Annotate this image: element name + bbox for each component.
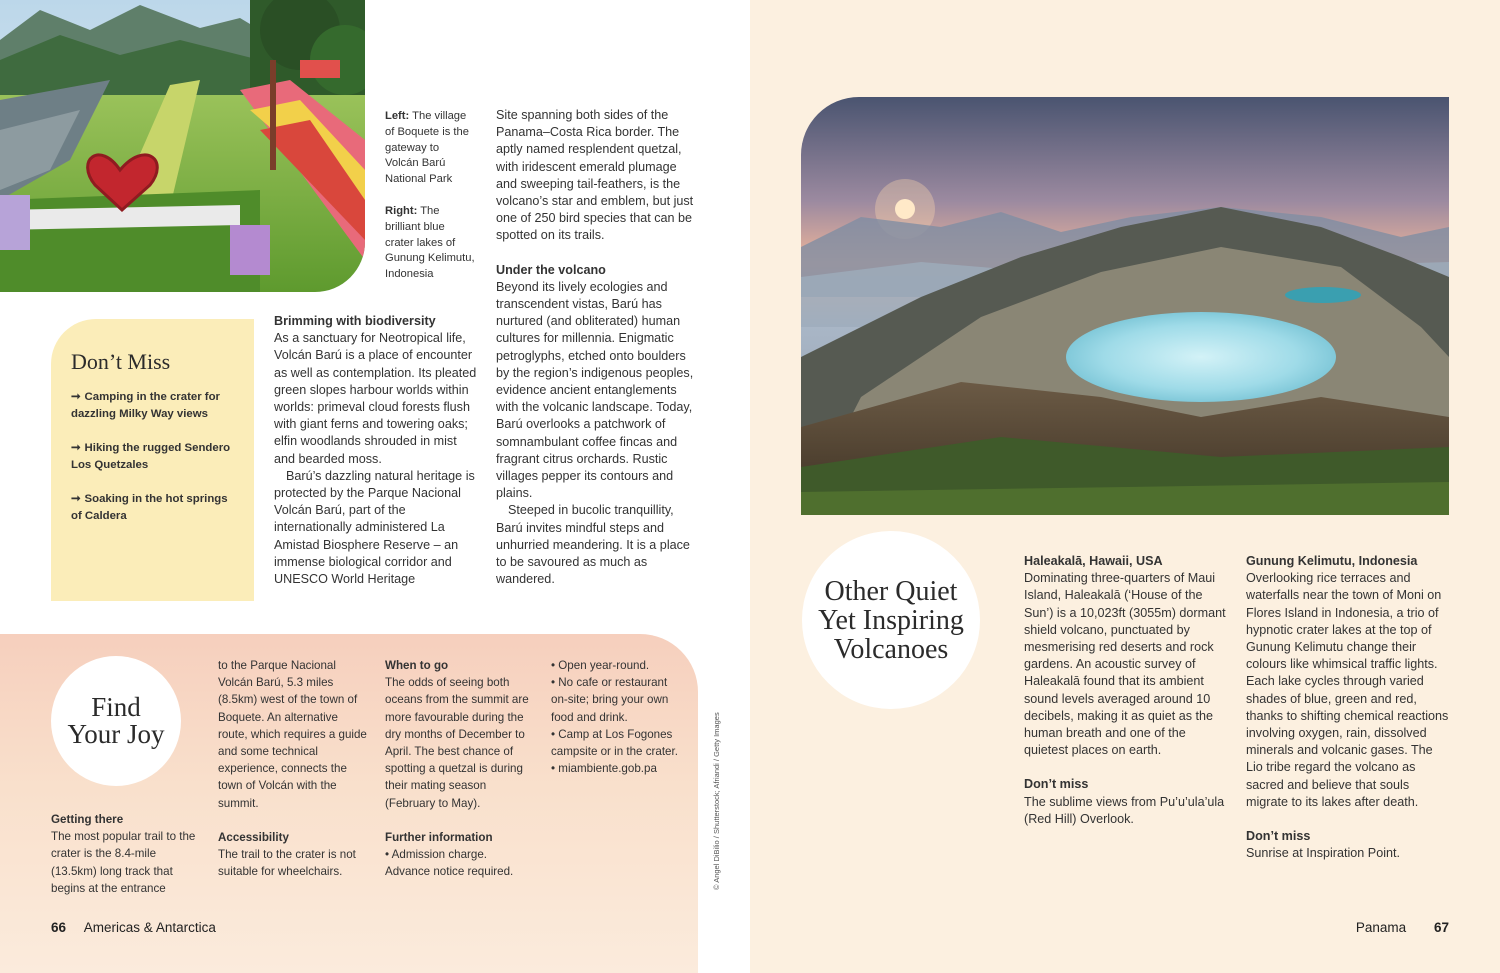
getting-there-heading: Getting there [51,813,124,826]
section-name: Panama [1355,920,1407,935]
left-page-folio [51,920,216,935]
section-name: Americas & Antarctica [83,920,216,935]
photo-caption [385,109,475,283]
boquete-village-photo [0,0,365,292]
dont-miss-item-text: Soaking in the hot springs of Caldera [71,493,228,522]
caption-left-label: Left: [385,110,410,122]
haleakala-dont-miss-text: The sublime views from Pu’u’ula’ula (Red Hill) Overlook. [1024,794,1225,826]
dont-miss-title: Don’t Miss [71,349,171,374]
when-to-go-heading: When to go [385,659,449,672]
practical-info-link[interactable]: • miambiente.gob.pa [551,762,657,776]
page-number: 66 [51,920,67,935]
volcano-column [496,107,698,588]
biodiversity-para-1: As a sanctuary for Neotropical life, Volcán Barú is a place of encounter as well as contemplation. Its pleated green slopes harbour worlds within worlds: primeval cloud forests flush with giant ferns and towering oaks; elfin woodlands shrouded in mist and bearded moss. [274,331,477,466]
kelimutu-text: Overlooking rice terraces and waterfalls near the town of Moni on Flores Island in Indonesia, a trio of hypnotic crater lakes at the top of Gunung Kelimutu change their colours like whimsical traffic lights. Each lake cycles through varied shades of blue, green and red, thanks to shifting chemical reactions involving oxygen, rain, dissolved minerals and volcanic gases. The Lio tribe regard the volcano as sacred and believe that souls migrate to its lakes after death. [1246,571,1449,809]
dont-miss-item-text: Hiking the rugged Sendero Los Quetzales [71,442,231,471]
kelimutu-heading: Gunung Kelimutu, Indonesia [1246,554,1418,568]
getting-there-block [51,811,201,897]
route-accessibility-block [218,657,368,880]
practical-info-item: • No cafe or restaurant on-site; bring your own food and drink. [551,676,669,724]
photo-credit: © Angel DiBilio / Shutterstock; Afriandi / Getty Images [712,712,721,890]
quetzal-para: Site spanning both sides of the Panama–Costa Rica border. The aptly named resplendent quetzal, with iridescent emerald plumage and sweeping tail-feathers, is the volcano’s star and emblem, but just one of 250 bird species that can be spotted on its trails. [496,108,694,243]
biodiversity-para-2: Barú’s dazzling natural heritage is protected by the Parque Nacional Volcán Barú, part of the internationally administered La Amistad Biosphere Reserve – an immense biological corridor and UNESCO World Heritage [274,468,475,587]
dont-miss-item [71,389,240,423]
practical-info-item: • Camp at Los Fogones campsite or in the crater. [551,727,678,759]
further-info-item: • Admission charge. Advance notice required. [385,848,514,879]
other-quiet-volcanoes-title [802,531,980,709]
practical-info-item: • Open year-round. [551,659,650,672]
tranquillity-para: Steeped in bucolic tranquillity, Barú invites mindful steps and unhurried meandering. It is a place to be savoured as much as wandered. [496,503,690,587]
page-number: 67 [1433,920,1449,935]
haleakala-heading: Haleakalā, Hawaii, USA [1024,554,1163,568]
kelimutu-crater-photo [801,97,1449,515]
dont-miss-box [51,319,254,601]
dont-miss-item [71,491,240,525]
find-your-joy-title [51,656,181,786]
haleakala-block [1024,553,1228,828]
under-volcano-para: Beyond its lively ecologies and transcendent vistas, Barú has nurtured (and obliterated) human cultures for millennia. Enigmatic petroglyphs, etched onto boulders by the region’s indigenous peoples, evidence ancient entanglements with the volcanic landscape. Today, Barú overlooks a patchwork of somnambulant coffee fincas and fragrant citrus orchards. Rustic villages pepper its contours and plains. [496,279,694,501]
right-page-folio [1356,920,1449,935]
practical-info-block [551,657,686,777]
arrow-icon: ➞ [71,493,81,505]
quiet-title-line: Yet Inspiring [818,604,964,636]
when-to-go-text: The odds of seeing both oceans from the summit are more favourable during the dry months of December to April. The best chance of spotting a quetzal is during their mating season (February to May). [385,676,529,810]
kelimutu-dont-miss-heading: Don’t miss [1246,829,1311,844]
arrow-icon: ➞ [71,442,81,454]
caption-right-text: The brilliant blue crater lakes of Gunung Kelimutu, Indonesia [385,204,475,281]
route-text: to the Parque Nacional Volcán Barú, 5.3 miles (8.5km) west of the town of Boquete. An alternative route, which requires a guide and some technical experience, connects the town of Volcán with the summit. [218,659,367,810]
find-joy-title-line: Find [91,692,141,722]
quiet-title-line: Other Quiet [824,575,958,607]
caption-right-label: Right: [385,204,418,217]
kelimutu-dont-miss-text: Sunrise at Inspiration Point. [1246,846,1401,861]
dont-miss-item-text: Camping in the crater for dazzling Milky Way views [71,391,220,420]
biodiversity-heading: Brimming with biodiversity [274,314,436,328]
kelimutu-block [1246,553,1452,862]
accessibility-text: The trail to the crater is not suitable for wheelchairs. [218,848,356,879]
when-to-go-block [385,657,530,880]
haleakala-dont-miss-heading: Don’t miss [1024,777,1089,792]
caption-left-text: The village of Boquete is the gateway to Volcán Barú National Park [385,110,469,186]
getting-there-text: The most popular trail to the crater is the 8.4-mile (13.5km) long track that begins at the entrance [51,830,196,895]
arrow-icon: ➞ [71,391,81,403]
dont-miss-item [71,440,240,474]
haleakala-text: Dominating three-quarters of Maui Island, Haleakalā (‘House of the Sun’) is a 10,023ft (3055m) dormant shield volcano, punctuated by mesmerising red deserts and rock gardens. An acoustic survey of Haleakalā found that its ambient sound levels averaged around 10 decibels, making it as quiet as the human breath and one of the quietest places on earth. [1024,571,1226,758]
further-info-heading: Further information [385,830,493,844]
biodiversity-column [274,313,480,588]
accessibility-heading: Accessibility [218,830,289,844]
quiet-title-line: Volcanoes [833,633,949,665]
find-joy-title-line: Your Joy [67,719,165,749]
under-volcano-heading: Under the volcano [496,262,606,277]
